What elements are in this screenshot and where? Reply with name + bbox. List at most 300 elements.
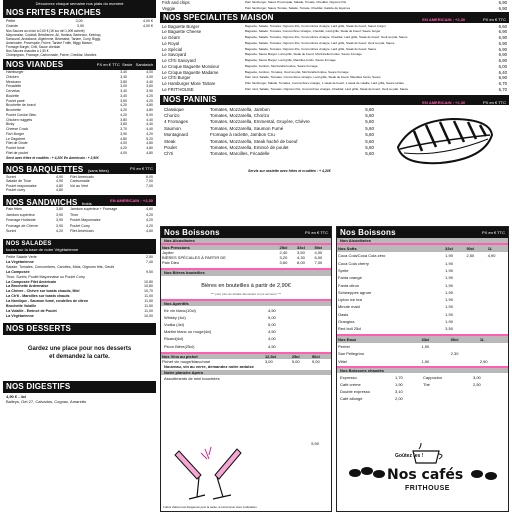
item-price: 3,70 [120,127,127,132]
aperitif-price: 4,50 [268,329,276,335]
salade-price: 2,50 [146,255,153,260]
drink-price [465,267,486,274]
aperitif-name: Vodka (4cl) [164,322,185,328]
drink-price: 1,90 [445,297,453,303]
drink-price [487,318,508,325]
specialites-title: NOS SPECIALITES MAISON [163,12,274,22]
aperitif-name: Picon Bière(25cl) [164,343,195,349]
cafe-logo [347,443,503,507]
coffee-beans-icon [469,465,499,485]
drink-price [487,260,508,267]
sauce-note: Nos Sauces chaudes à 1,50 € [6,49,49,54]
item-name: Filet Américain [70,229,94,234]
specialite-name: Le FRIT'HOUSE [162,86,194,92]
non-alcool-subheader: Non Alcoolisées [337,238,508,243]
panini-illustration-icon [392,113,496,169]
item-name: Poulet pané [6,98,25,103]
drink-price: 3,50 [445,326,453,332]
specialite-desc: Baguette, Salade, Tomates, Oignons frits, Concombres vinaigre, Lard grillé, Steak de boeuf, Sauce burger [245,23,386,28]
item-name: Poulet Mayonnaise [70,218,101,223]
specialites-american: EN AMERICAIN : +2,30 [422,17,466,22]
panini-price: 5,60 [365,106,374,112]
table-row [337,282,508,289]
salades-list [3,254,156,320]
specialite-name: Veggie [162,5,176,11]
aperitif-price: 4,50 [268,343,276,349]
sauce-note: Mayonnaise, Cocktail, Brésilienne, Ail, Harissa, Barbecue, Ketchup, [6,33,102,38]
specialite-desc: Baguette, Jambon, Tomates, Oeuf au plat, Mozzarella fondue, Sauce fromage [245,69,349,74]
item-price: 4,20 [120,103,127,108]
alcohol-warning: L'abus d'alcool est dangereux pour la santé, à consommer avec modération. [163,505,258,509]
panini-desc: Fromage à raclette, Jambon Cru [210,132,275,138]
table-row [337,289,508,296]
item-price: 4,20 [146,93,153,98]
desserts-header [3,323,156,335]
drink-price: 4,00 [314,250,323,256]
chaude-row [340,395,505,402]
item-price: 7,00 [146,183,153,188]
drink-price [479,350,508,357]
chaude-price: 2,00 [395,395,403,401]
chaude-name: Cappucino [423,374,443,380]
item-price: 4,80 [120,136,127,141]
drink-name: Fanta orange [338,275,362,281]
eaux-body [337,343,508,365]
col-head: Nos Pressions [162,245,190,251]
aperitif-row [164,335,284,342]
drink-price: 1,90 [445,253,453,259]
sandwichs-subtitle: froids [81,200,92,206]
drink-price [420,350,449,357]
item-price: 3,40 [120,70,127,75]
item-name: Poulet mayonnaise [6,183,37,188]
item-price: 4,20 [146,223,153,228]
aperitif-row [164,328,284,335]
specialite-name: Le Croque Baguette Madame [162,69,219,75]
table-row [161,260,331,265]
specialites-px: PX en € TTC [482,17,506,22]
item-name: Brochette de boeuf [6,103,36,108]
item-name: Fricadelle [6,84,22,89]
wine-glasses-icon [167,445,257,503]
frites-list [3,18,156,58]
item-price: 4,90 [56,174,63,179]
drink-name: BIÈRES SPÉCIALES À PARTIR DE [162,255,226,261]
item-price: 3,90 [56,212,63,217]
aperitif-name: Ricard(4cl) [164,336,184,342]
table-row [337,318,508,325]
item-name: Poulet curry [6,188,26,193]
chaude-price: 2,50 [473,381,481,387]
panini-name: Steak [164,138,176,144]
specialite-desc: Pain hamburger, Salade, Tomates, Concombres vinaigre, 1 steak de boeuf, 1 steak de volaille, Lard grillé, Sauce tartare [245,81,405,85]
table-row [337,260,508,267]
salade-name: La Volaille - Emincé de Poulet [6,309,57,313]
chaude-price: 1,70 [395,374,403,380]
aperitif-row [164,307,284,314]
item-name: Fish Burger [6,131,25,136]
salade-price: 11,00 [144,309,153,313]
salade-name: Brochette Volaille [6,304,37,309]
item-price: 4,00 [120,150,127,155]
drink-price [487,311,508,318]
barquettes-header [3,163,156,174]
panini-desc: Tomates, Mozzarella, Emmental, Gruyère, Chèvre [210,119,310,125]
drink-name: Lipton ice tea [338,297,362,303]
item-price: 4,20 [146,218,153,223]
viandes-col-seule: Seule [122,62,133,68]
specialite-name: Le Ch'ti Savoyard [162,58,196,63]
specialite-name: Le Royal [162,40,179,46]
viandes-title: NOS VIANDES [6,60,64,70]
boissons-soft-panel [336,226,509,512]
item-price: 3,80 [120,117,127,122]
item-price: 7,00 [146,179,153,184]
specialite-desc: Baguette, Salade, Tomates, Oignons frits, Concombres vinaigre, Cheddar, Lard grillé, Steak de boeuf, Oeuf au plat, Sauce [245,35,408,39]
drink-name: Orangina [338,319,355,325]
drink-price: 3,20 [279,255,288,261]
item-price: 4,20 [56,229,63,234]
drink-price: 1,90 [445,282,453,288]
panini-name: Saumon [164,125,181,131]
drink-price: 2,50 [466,253,475,259]
salade-price: 11,50 [144,299,153,304]
specialite-name: Le Croque Baguette Monsieur [162,63,220,69]
boissons-alcool-panel [160,226,332,512]
item-price: 4,00 [120,141,127,146]
chaude-name [423,395,473,402]
item-name: Filet Américain [70,174,94,179]
item-price: 4,80 [56,183,63,188]
chaude-row [340,374,505,381]
specialite-desc: Baguette, Salade, Tomates, Oignons frits, Concombres vinaigre, Lard grillé, Steak de boeuf, Sauce [245,46,377,51]
drink-price [487,289,508,296]
item-price: 4,40 [146,122,153,127]
specialite-price: 6,90 [498,0,507,5]
table-row [337,296,508,303]
drink-name: Vittel [338,358,347,364]
item-name: Thon [70,212,79,217]
specialite-name: Le Hamburger Mixte Tartare [162,81,216,86]
col-head: Nos Eaux [338,336,357,342]
item-price: 4,60 [146,229,153,234]
frites-title: NOS FRITES FRAICHES [6,7,101,17]
chaude-row [340,381,505,388]
drink-price: 3,60 [279,260,288,266]
item-name: Brochette [6,108,21,113]
item-price: 3,40 [120,93,127,98]
item-name: Salade de Thon [6,179,32,184]
salade-name: La Composée Filet Américain [6,279,57,284]
salade-price: 9,50 [146,269,153,274]
chaude-price [473,395,493,402]
drink-price: 1,90 [445,304,453,310]
chaude-price: 3,00 [473,374,481,380]
drink-price: 7,00 [314,260,323,266]
specialite-name: Le Ch'ti Burger [162,75,191,81]
sandwichs-american: EN AMERICAIN : +2,30 [110,198,153,204]
salade-price: 11,00 [144,294,153,299]
aperitif-price: 5,00 [268,314,276,320]
item-price: 3,80 [120,122,127,127]
sauces-notes [6,29,153,57]
item-price: 4,00 [146,74,153,79]
col-head: 33cl [445,246,453,252]
logo-tagline: Goûtez les ! [395,453,424,459]
coffee-beans-icon [347,463,387,483]
salade-name: La Végétarienne [6,259,34,264]
drink-name: Oasis [338,311,349,317]
item-price: 3,80 [120,79,127,84]
panini-price: 5,60 [365,119,374,125]
panini-desc: Tomates, Mozzarella, Steak haché de boeuf [210,138,298,144]
vin-name: Pichet vin rouge/blanc/rosé [162,358,211,364]
viandes-list [3,70,156,156]
vin-price: 3,00 [264,358,273,364]
drink-price [465,296,486,303]
item-name: Le Dagobert [6,136,26,141]
specialite-price: 6,00 [498,63,507,69]
sauce-note: Nos Sauces au choix à 0,60 € (1€ sur ctrl 1,00€ acheté) [6,29,85,34]
drink-price [487,282,508,289]
table-row [337,303,508,310]
panini-desc: Tomates, Mozzarella, Chorizo [210,112,270,118]
item-name: Fromage Hollande [6,218,36,223]
col-head: 50cl [450,336,459,342]
drink-price [465,289,486,296]
item-price: 3,40 [120,74,127,79]
specialite-price: 6,90 [498,5,507,11]
drink-name: Sprite [338,267,349,273]
item-name: Filet de Dinde [6,141,28,146]
item-name: Mexicano [6,79,21,84]
aperitif-price: 4,50 [268,307,276,313]
panini-price: 5,60 [365,132,374,138]
specialite-name: Le Géant [162,35,180,40]
frites-label: Grande [6,23,18,28]
drink-name: Schweppes agrum [338,289,372,295]
salades-header [3,239,156,254]
viandes-footer: Servi avec frites et crudités : + 4,20€ En Américain : + 2,90€ [6,155,99,160]
drink-price: 3,50 [297,250,305,256]
drink-price [465,282,486,289]
panini-price: 5,60 [365,151,374,157]
item-price: 4,40 [146,117,153,122]
item-name: Fromage de Chèvre [6,223,38,228]
apero-subheader: Notre planche Apéro [161,370,331,375]
aperitif-name: Martini blanc ou rouge(4cl) [164,329,212,335]
item-price: 4,20 [120,112,127,117]
item-name: Poulet Cordon Bleu [6,112,37,117]
item-name: Cervelas [6,89,20,94]
drink-price [465,325,486,332]
specialite-price: 6,70 [498,81,507,86]
chaude-name: Café allongé [340,395,363,401]
boissons-left-title: Nos Boissons [164,228,220,237]
panini-desc: Tomates, Mozzarella, Saumon Fumé [210,125,284,131]
paninis-american: EN AMERICAIN : +2,30 [422,99,466,105]
frites-label: Petite [6,19,16,23]
drink-price [465,274,486,281]
col-head: 33cl [297,245,305,251]
paninis-header [160,95,509,105]
specialite-price: 6,90 [498,29,507,35]
panini-name: Ch'ti [164,151,173,157]
item-price: 4,20 [146,212,153,217]
table-row [6,229,153,235]
digestifs-list: Baileys, Get 27, Calvados, Cognac, Amaretto [6,398,87,404]
col-head: 50cl [314,245,323,251]
logo-title: Nos cafés [387,467,464,483]
item-name: Pain frites [6,207,22,212]
panini-name: 4 Fromages [164,119,189,125]
sauce-note: Americaine, Provençale, Poivre, Tartare Truffe, Biggy Maison, [6,41,93,46]
viandes-col-sandwich: Sandwich [135,62,153,68]
salade-name: La Ch'ti - Maroilles sur toasts chauds [6,294,70,299]
specialite-desc: Pain hamburger, Sauce Tomate, Salade, Tomate, Cheddar, Galette de légumes [245,5,351,10]
sauce-note: Fromage Burger, Chili, Sauce cheddar [6,45,61,50]
digestifs-body [3,393,156,405]
viandes-header [3,59,156,70]
chaudes-subheader: Nos Boissons chaudes [337,368,508,373]
drink-price [450,358,479,365]
item-name: Filet de poulet [6,150,28,155]
softs-header-row [337,245,508,252]
alcool-subheader: Nos Alcoolisées [161,238,331,243]
chaude-name: Café crème [340,381,361,387]
salade-name: La Brochette Ardennaise [6,284,49,289]
frites-price: 3,90 [77,23,84,28]
aperitif-name: Kir vin blanc(10cl) [164,307,196,313]
chaude-name [423,388,473,395]
drink-price [465,303,486,310]
salade-price: 10,80 [144,284,153,289]
drink-price: 6,00 [314,255,323,261]
digestifs-price: 4,90 € - 4cl [6,393,27,399]
specialites-header [160,12,509,23]
sandwichs-title: NOS SANDWICHS [6,197,78,207]
apero-text: Assortiments de mini bouchées [164,376,220,382]
drink-price [487,267,508,274]
item-name: Surimi [6,174,17,179]
item-price: 3,90 [146,89,153,94]
specialite-desc: Baguette, Jambon, Mozzarella fondue, Sauce fromage [245,63,318,68]
barquettes-title: NOS BARQUETTES [6,165,84,175]
col-head: 50cl [466,246,475,252]
table-row [337,267,508,274]
table-row [337,311,508,318]
table-row [337,350,508,357]
item-price: 4,80 [146,146,153,151]
viandes-px: PX en € TTC [96,62,120,68]
pressions-body [161,250,331,265]
item-price: 3,90 [120,131,127,136]
specialite-desc: Pain rond, Salade, Tomates, Concombres vinaigre, Lard grillé, Steak de boeuf, Maroilles fondu, Sauce [245,75,381,80]
vin-note: Nouveau, vin au verre, demandez notre ardoise [164,364,254,370]
col-head: 33cl [421,336,430,342]
aperitifs-subheader: Nos Apéritifs [161,301,331,306]
drink-price [465,260,486,267]
softs-body [337,252,508,332]
item-price: 4,60 [146,207,153,212]
aperitif-row [164,343,284,350]
drink-price [487,296,508,303]
chaude-price [473,388,493,395]
digestifs-title: NOS DIGESTIFS [6,382,71,392]
specialite-desc: Pain rond, Salade, Tomates, Oignons frits, Concombres vinaigre, Cheddar, Lard grillé, Steak de boeuf, Oeuf au plat, Sauce [245,86,409,91]
col-head: 50cl [311,353,320,359]
item-price: 4,90 [56,179,63,184]
item-name: Hamburger [6,70,24,75]
specialite-price: 6,40 [498,69,507,75]
panini-name: Montagnard [164,132,189,138]
panini-desc: Tomates, Mozzarella, Emincé de poulet [210,144,289,150]
specialite-desc: Baguette, Sauce Burger, Lard grillé, Steak de boeuf, Mozzarella fondue, Sauce fromage [245,52,362,57]
drink-price [465,318,486,325]
chaude-name: Thé [423,381,430,387]
paninis-title: NOS PANINIS [163,95,217,104]
vin-price: 5,00 [291,358,300,364]
paninis-body [160,105,509,179]
sauce-note: Champignon, Fromage, Carbonnade, Poivre, Cheddar, Marolles [6,53,97,58]
salades-subtitle: toutes sur la base de notre Végétarienne [6,247,79,253]
right-column [160,0,509,509]
item-price: 3,00 [120,84,127,89]
specialite-name: Le Savoyard [162,52,187,58]
drink-price: 2,40 [279,250,288,256]
left-column [3,0,156,405]
drink-price: 1,90 [445,267,453,273]
col-head: 12,5cl [264,353,277,359]
drink-price: 1,90 [445,311,453,317]
item-name: Carbonnade [70,179,90,184]
specialite-price: 6,70 [498,86,507,92]
vins-table [161,354,331,364]
drink-price [479,343,508,350]
item-name: Cheese Crock [6,127,29,132]
salade-name: La Nordique - Saumon fumé, rondelles de citron [6,299,89,304]
item-name: Jambon supérieur + Fromage [70,207,118,212]
panini-desc: Tomates, Mozzarella, Jambon [210,106,270,112]
desserts-title: NOS DESSERTS [6,324,72,334]
salade-name: La Composée [6,269,30,274]
paninis-list [164,107,374,158]
item-price: 4,00 [146,70,153,75]
salade-name: Petite Salade Verte [6,255,37,260]
drink-name: Minute maid [338,304,360,310]
salade-row [6,314,153,319]
item-price: 4,20 [146,131,153,136]
apero-price: 5,90 [311,441,319,446]
salade-name: La Végétarienne [6,313,34,318]
barquettes-px: PX en € TTC [129,165,153,171]
table-row [337,252,508,259]
paninis-px: PX en € TTC [482,99,506,105]
specialite-price: 6,90 [498,46,507,52]
panini-price: 5,60 [365,112,374,118]
viandes-cols [97,62,153,67]
aperitif-price: 5,00 [268,322,276,328]
aperitif-row [164,314,284,321]
item-price: 6,00 [146,174,153,179]
drink-price: 1,90 [445,275,453,281]
drink-price: 4,30 [297,255,305,261]
drink-price: 1,90 [421,358,430,364]
paninis-footer: Servis sur assiette avec frites et crudités : + 4,20€ [248,168,331,173]
item-name: Bicky [6,122,15,127]
digestifs-header [3,381,156,393]
frites-price: 3,00 [75,19,83,23]
